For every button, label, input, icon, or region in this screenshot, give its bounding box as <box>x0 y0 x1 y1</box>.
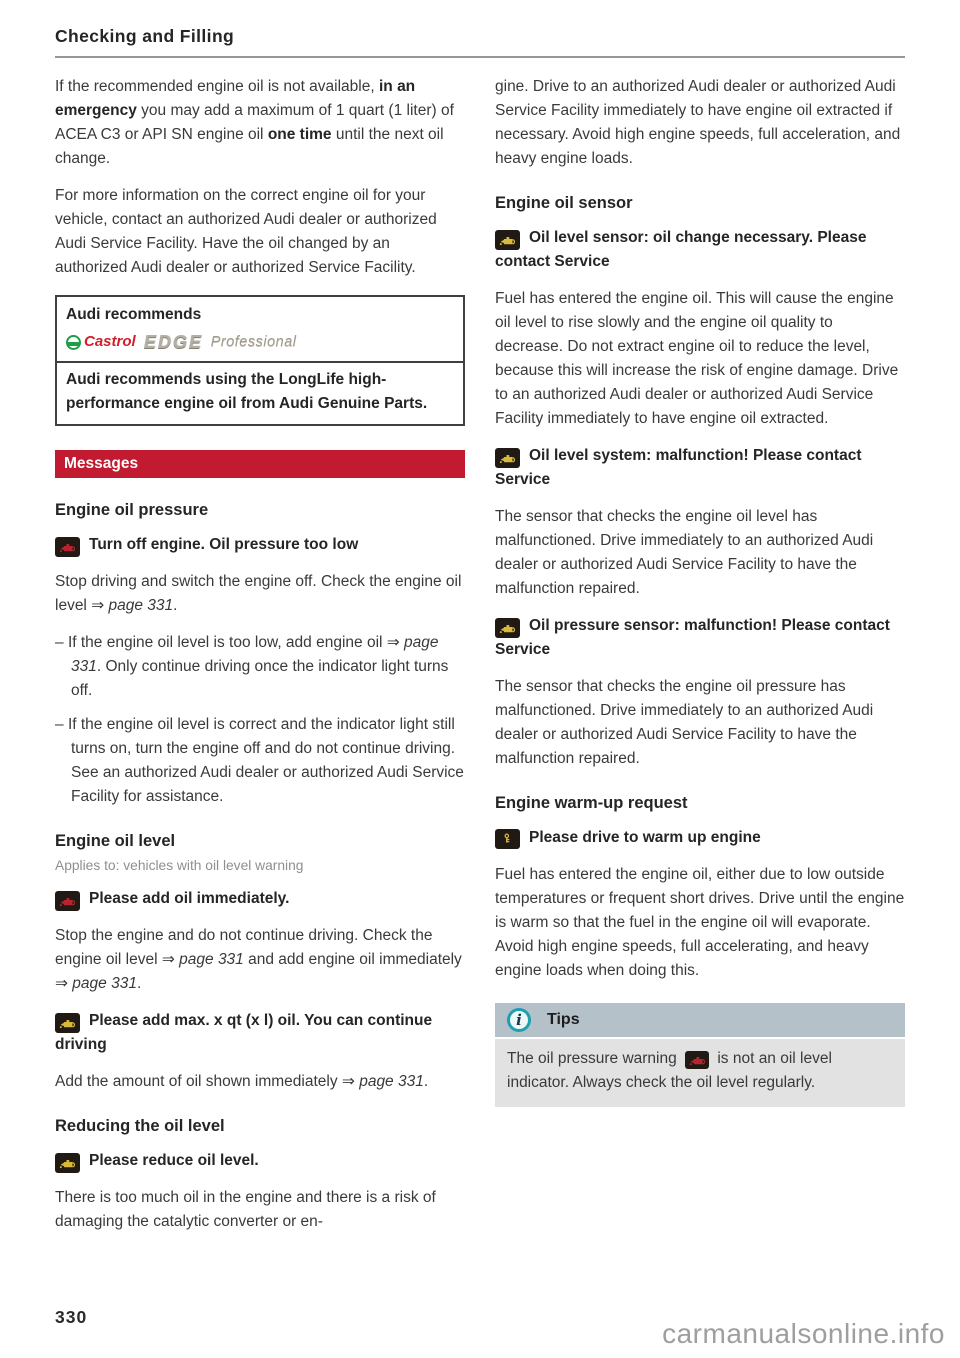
castrol-wordmark: Castrol <box>84 333 136 350</box>
oil-recommendation-box <box>55 295 465 426</box>
bullet-item: – If the engine oil level is correct and the indicator light still turns on, turn the engine off and do not continue driving. See an authorized Audi dealer or authorized Audi Service Facility for assistance. <box>55 716 464 805</box>
oil-level-indicator-icon <box>495 618 520 638</box>
tips-text: The oil pressure warning is not an oil level indicator. Always check the oil level regularly. <box>507 1050 832 1091</box>
warning-message: Please add oil immediately. <box>55 887 465 911</box>
page-title: Checking and Filling <box>55 26 235 46</box>
recommendation-note: Audi recommends using the LongLife high-performance engine oil from Audi Genuine Parts. <box>66 371 428 412</box>
paragraph: Fuel has entered the engine oil, either due to low outside temperatures or frequent short drives. Drive until the engine is warm so that the fuel in the engine oil will evaporate. Avoid high engine speeds, full accelerating, and heavy engine loads when doing this. <box>495 866 905 979</box>
paragraph: Add the amount of oil shown immediately ⇒ page 331. <box>55 1073 429 1090</box>
watermark: carmanualsonline.info <box>662 1318 945 1349</box>
section-heading: Reducing the oil level <box>55 1117 225 1135</box>
warning-message: Please drive to warm up engine <box>495 826 905 850</box>
info-icon: i <box>507 1008 531 1032</box>
oil-level-indicator-icon <box>495 448 520 468</box>
paragraph: There is too much oil in the engine and there is a risk of damaging the catalytic converter or en- <box>55 1189 436 1230</box>
applies-to-note: Applies to: vehicles with oil level warning <box>55 858 304 873</box>
castrol-edge-logo <box>66 330 453 354</box>
section-heading: Engine oil level <box>55 832 176 850</box>
paragraph: If the recommended engine oil is not available, in an emergency you may add a maximum of 1 quart (1 liter) of ACEA C3 or API SN engine oil one time until the next oil change. <box>55 78 454 167</box>
paragraph: gine. Drive to an authorized Audi dealer or authorized Audi Service Facility immediately to have engine oil extracted if necessary. Avoid high engine speeds, full acceleration, and heavy engine loads. <box>495 78 901 167</box>
messages-banner: Messages <box>55 450 465 478</box>
castrol-logo-icon <box>66 335 81 350</box>
edge-wordmark: EDGE <box>143 332 203 352</box>
recommendation-title: Audi recommends <box>66 306 202 323</box>
section-heading: Engine oil sensor <box>495 194 633 212</box>
right-column <box>495 75 905 1247</box>
content-columns <box>0 58 960 1247</box>
engine-warm-up-icon <box>495 829 520 849</box>
tips-title: Tips <box>547 1011 580 1028</box>
paragraph: Fuel has entered the engine oil. This will cause the engine oil level to rise slowly and the engine oil quality to decrease. Do not extract engine oil to reduce the level, because this will increase the risk of engine damage. Drive to an authorized Audi dealer or authorized Audi Service Facility immediately to have engine oil extracted. <box>495 290 899 427</box>
page-header <box>0 26 960 58</box>
warning-message: Oil level sensor: oil change necessary. Please contact Service <box>495 229 867 270</box>
warning-message: Oil pressure sensor: malfunction! Please contact Service <box>495 617 890 658</box>
oil-level-min-warning-icon <box>55 891 80 911</box>
professional-wordmark: Professional <box>210 334 297 350</box>
paragraph: The sensor that checks the engine oil level has malfunctioned. Drive immediately to an authorized Audi dealer or authorized Audi Service Facility to have the malfunction repaired. <box>495 508 874 597</box>
paragraph: For more information on the correct engine oil for your vehicle, contact an authorized Audi dealer or authorized Audi Service Facility. Have the oil changed by an authorized Audi dealer or authorized Service Facility. <box>55 187 437 276</box>
oil-level-indicator-icon <box>55 1013 80 1033</box>
oil-pressure-warning-icon <box>55 537 80 557</box>
tips-header <box>495 1003 905 1037</box>
oil-pressure-warning-icon <box>685 1051 709 1069</box>
recommendation-top <box>57 297 463 363</box>
paragraph: Stop driving and switch the engine off. Check the engine oil level ⇒ page 331. <box>55 573 462 614</box>
left-column <box>55 75 465 1247</box>
section-heading: Engine warm-up request <box>495 794 688 812</box>
warning-message: Oil level system: malfunction! Please contact Service <box>495 447 862 488</box>
warning-message: Please add max. x qt (x l) oil. You can continue driving <box>55 1012 433 1053</box>
oil-level-indicator-icon <box>495 230 520 250</box>
paragraph: Stop the engine and do not continue driving. Check the engine oil level ⇒ page 331 and add engine oil immediately ⇒ page 331. <box>55 927 462 992</box>
tips-body <box>495 1039 905 1107</box>
bullet-item: – If the engine oil level is too low, add engine oil ⇒ page 331. Only continue driving once the indicator light turns off. <box>55 634 449 699</box>
paragraph: The sensor that checks the engine oil pressure has malfunctioned. Drive immediately to an authorized Audi dealer or authorized Audi Service Facility to have the malfunction repaired. <box>495 678 874 767</box>
warning-message: Turn off engine. Oil pressure too low <box>55 533 465 557</box>
warning-message: Please reduce oil level. <box>55 1149 465 1173</box>
bullet-dash: – <box>55 716 68 733</box>
page-number: 330 <box>55 1307 88 1327</box>
oil-level-indicator-icon <box>55 1153 80 1173</box>
tips-box <box>495 1003 905 1107</box>
section-heading: Engine oil pressure <box>55 501 209 519</box>
bullet-dash: – <box>55 634 68 651</box>
